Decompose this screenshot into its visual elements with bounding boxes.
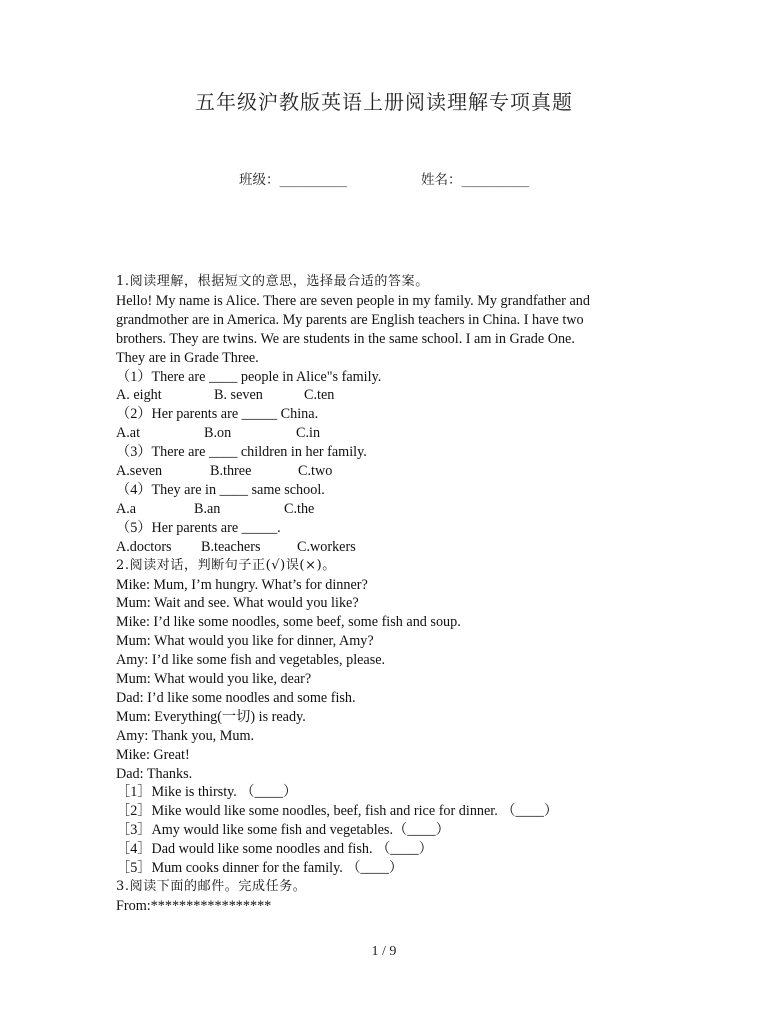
option-b: B.an xyxy=(194,500,221,517)
option-a: A.doctors xyxy=(116,538,172,555)
option-a: A.seven xyxy=(116,463,163,480)
dialogue-line: Mike: I’d like some noodles, some beef, some fish and soup. xyxy=(116,614,461,631)
document-title: 五年级沪教版英语上册阅读理解专项真题 xyxy=(195,90,573,114)
option-c: C.ten xyxy=(304,387,335,404)
section-3-heading: 3.阅读下面的邮件。完成任务。 xyxy=(116,879,307,894)
question-5: （5）Her parents are _____. xyxy=(116,519,281,536)
option-b: B.on xyxy=(204,425,232,442)
passage-line: brothers. They are twins. We are students in the same school. I am in Grade One. xyxy=(116,330,575,347)
statement-1: ［1］Mike is thirsty. （____） xyxy=(116,784,298,801)
question-3-options xyxy=(116,462,656,481)
option-a: A.a xyxy=(116,500,137,517)
dialogue-line: Mum: Everything(一切) is ready. xyxy=(116,708,306,725)
dialogue-line: Mum: Wait and see. What would you like? xyxy=(116,595,359,612)
question-2: （2）Her parents are _____ China. xyxy=(116,406,319,423)
option-b: B.three xyxy=(210,463,252,480)
statement-3: ［3］Amy would like some fish and vegetables.（____） xyxy=(116,822,450,839)
option-a: A.at xyxy=(116,425,141,442)
statement-4: ［4］Dad would like some noodles and fish. （____） xyxy=(116,841,433,858)
option-c: C.in xyxy=(296,425,321,442)
option-b: B. seven xyxy=(214,387,263,404)
question-1-options xyxy=(116,386,656,405)
question-1: （1）There are ____ people in Alice"s family. xyxy=(116,368,382,385)
option-a: A. eight xyxy=(116,387,162,404)
document-body xyxy=(116,273,656,916)
class-field: 班级：__________ xyxy=(239,172,347,188)
page-number: 1 / 9 xyxy=(371,944,397,959)
dialogue-line: Amy: Thank you, Mum. xyxy=(116,727,255,744)
option-c: C.workers xyxy=(297,538,356,555)
email-from-line: From:***************** xyxy=(116,897,272,914)
question-3: （3）There are ____ children in her family. xyxy=(116,444,367,461)
dialogue-line: Mum: What would you like for dinner, Amy? xyxy=(116,633,374,650)
section-2-heading: 2.阅读对话，判断句子正(√)误(×)。 xyxy=(116,557,336,573)
passage-line: Hello! My name is Alice. There are seven people in my family. My grandfather and xyxy=(116,292,590,309)
section-1-heading: 1.阅读理解，根据短文的意思，选择最合适的答案。 xyxy=(116,274,429,289)
question-4-options xyxy=(116,500,656,519)
dialogue-line: Mum: What would you like, dear? xyxy=(116,671,312,688)
statement-5: ［5］Mum cooks dinner for the family. （____） xyxy=(116,860,404,877)
dialogue-line: Mike: Great! xyxy=(116,746,190,763)
option-b: B.teachers xyxy=(201,538,261,555)
question-5-options xyxy=(116,538,656,557)
dialogue-line: Amy: I’d like some fish and vegetables, please. xyxy=(116,652,386,669)
statement-2: ［2］Mike would like some noodles, beef, fish and rice for dinner. （____） xyxy=(116,803,559,820)
passage-line: They are in Grade Three. xyxy=(116,349,259,366)
dialogue-line: Mike: Mum, I’m hungry. What’s for dinner? xyxy=(116,576,368,593)
class-name-row xyxy=(0,168,768,188)
option-c: C.two xyxy=(298,463,333,480)
dialogue-line: Dad: I’d like some noodles and some fish. xyxy=(116,689,356,706)
option-c: C.the xyxy=(284,500,315,517)
question-2-options xyxy=(116,424,656,443)
question-4: （4）They are in ____ same school. xyxy=(116,481,325,498)
name-field: 姓名：__________ xyxy=(421,172,529,188)
passage-line: grandmother are in America. My parents are English teachers in China. I have two xyxy=(116,311,584,328)
dialogue-line: Dad: Thanks. xyxy=(116,765,193,782)
